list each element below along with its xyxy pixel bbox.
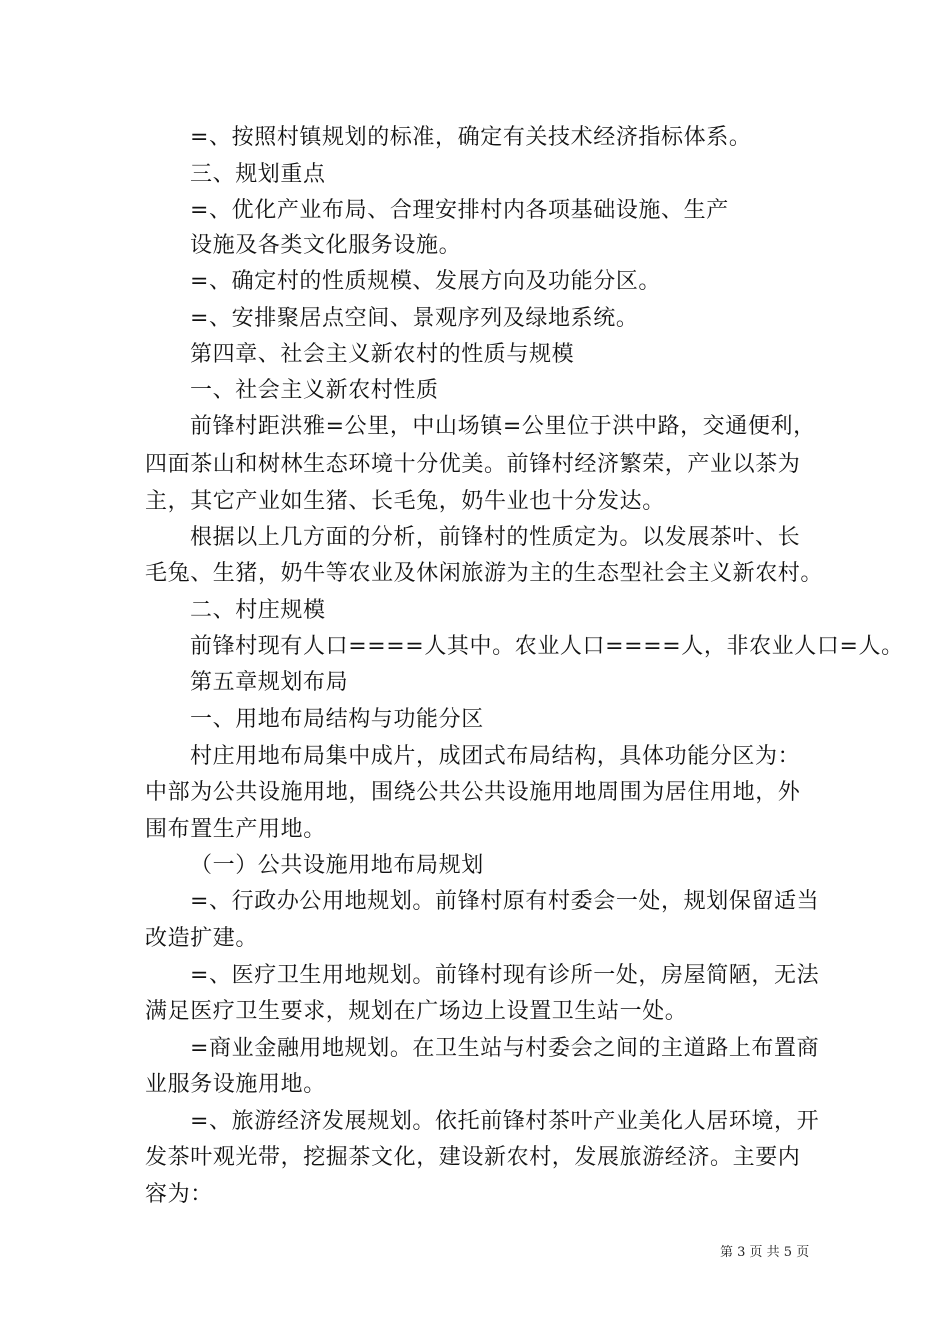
paragraph-line: 满足医疗卫生要求，规划在广场边上设置卫生站一处。 (145, 999, 688, 1024)
section-heading: 二、村庄规模 (190, 598, 326, 623)
subsection-heading: （一）公共设施用地布局规划 (190, 853, 484, 878)
paragraph-line: 村庄用地布局集中成片，成团式布局结构，具体功能分区为： (190, 744, 801, 769)
text-line: =、优化产业布局、合理安排村内各项基础设施、生产 (190, 198, 729, 223)
paragraph-line: =、行政办公用地规划。前锋村原有村委会一处，规划保留适当 (190, 889, 820, 914)
paragraph-line: 前锋村距洪雅=公里，中山场镇=公里位于洪中路，交通便利， (190, 414, 816, 439)
paragraph-line: 根据以上几方面的分析，前锋村的性质定为。以发展茶叶、长 (190, 525, 801, 550)
paragraph-line: =、医疗卫生用地规划。前锋村现有诊所一处，房屋简陋，无法 (190, 963, 820, 988)
paragraph-line: =、旅游经济发展规划。依托前锋村茶叶产业美化人居环境，开 (190, 1109, 820, 1134)
page-number: 第 3 页 共 5 页 (720, 1245, 810, 1260)
paragraph-line: 围布置生产用地。 (145, 817, 326, 842)
text-line: 设施及各类文化服务设施。 (190, 233, 462, 258)
paragraph-line: 容为： (145, 1182, 213, 1207)
text-line: =、按照村镇规划的标准，确定有关技术经济指标体系。 (190, 125, 752, 150)
text-line: =、确定村的性质规模、发展方向及功能分区。 (190, 269, 662, 294)
chapter-heading: 第五章规划布局 (190, 670, 349, 695)
section-heading: 一、用地布局结构与功能分区 (190, 707, 484, 732)
paragraph-line: 中部为公共设施用地，围绕公共公共设施用地周围为居住用地，外 (145, 780, 801, 805)
paragraph-line: 发茶叶观光带，挖掘茶文化，建设新农村，发展旅游经济。主要内 (145, 1145, 801, 1170)
paragraph-line: 毛兔、生猪，奶牛等农业及休闲旅游为主的生态型社会主义新农村。 (145, 561, 824, 586)
paragraph-line: 四面茶山和树林生态环境十分优美。前锋村经济繁荣，产业以茶为 (145, 452, 801, 477)
paragraph-line: 改造扩建。 (145, 926, 259, 951)
paragraph-line: 主，其它产业如生猪、长毛兔，奶牛业也十分发达。 (145, 489, 665, 514)
paragraph-line: =商业金融用地规划。在卫生站与村委会之间的主道路上布置商 (190, 1036, 820, 1061)
text-line: =、安排聚居点空间、景观序列及绿地系统。 (190, 306, 639, 331)
paragraph-line: 前锋村现有人口====人其中。农业人口====人，非农业人口=人。 (190, 634, 904, 659)
section-heading: 一、社会主义新农村性质 (190, 378, 439, 403)
chapter-heading: 第四章、社会主义新农村的性质与规模 (190, 342, 575, 367)
section-heading: 三、规划重点 (190, 162, 326, 187)
paragraph-line: 业服务设施用地。 (145, 1072, 326, 1097)
